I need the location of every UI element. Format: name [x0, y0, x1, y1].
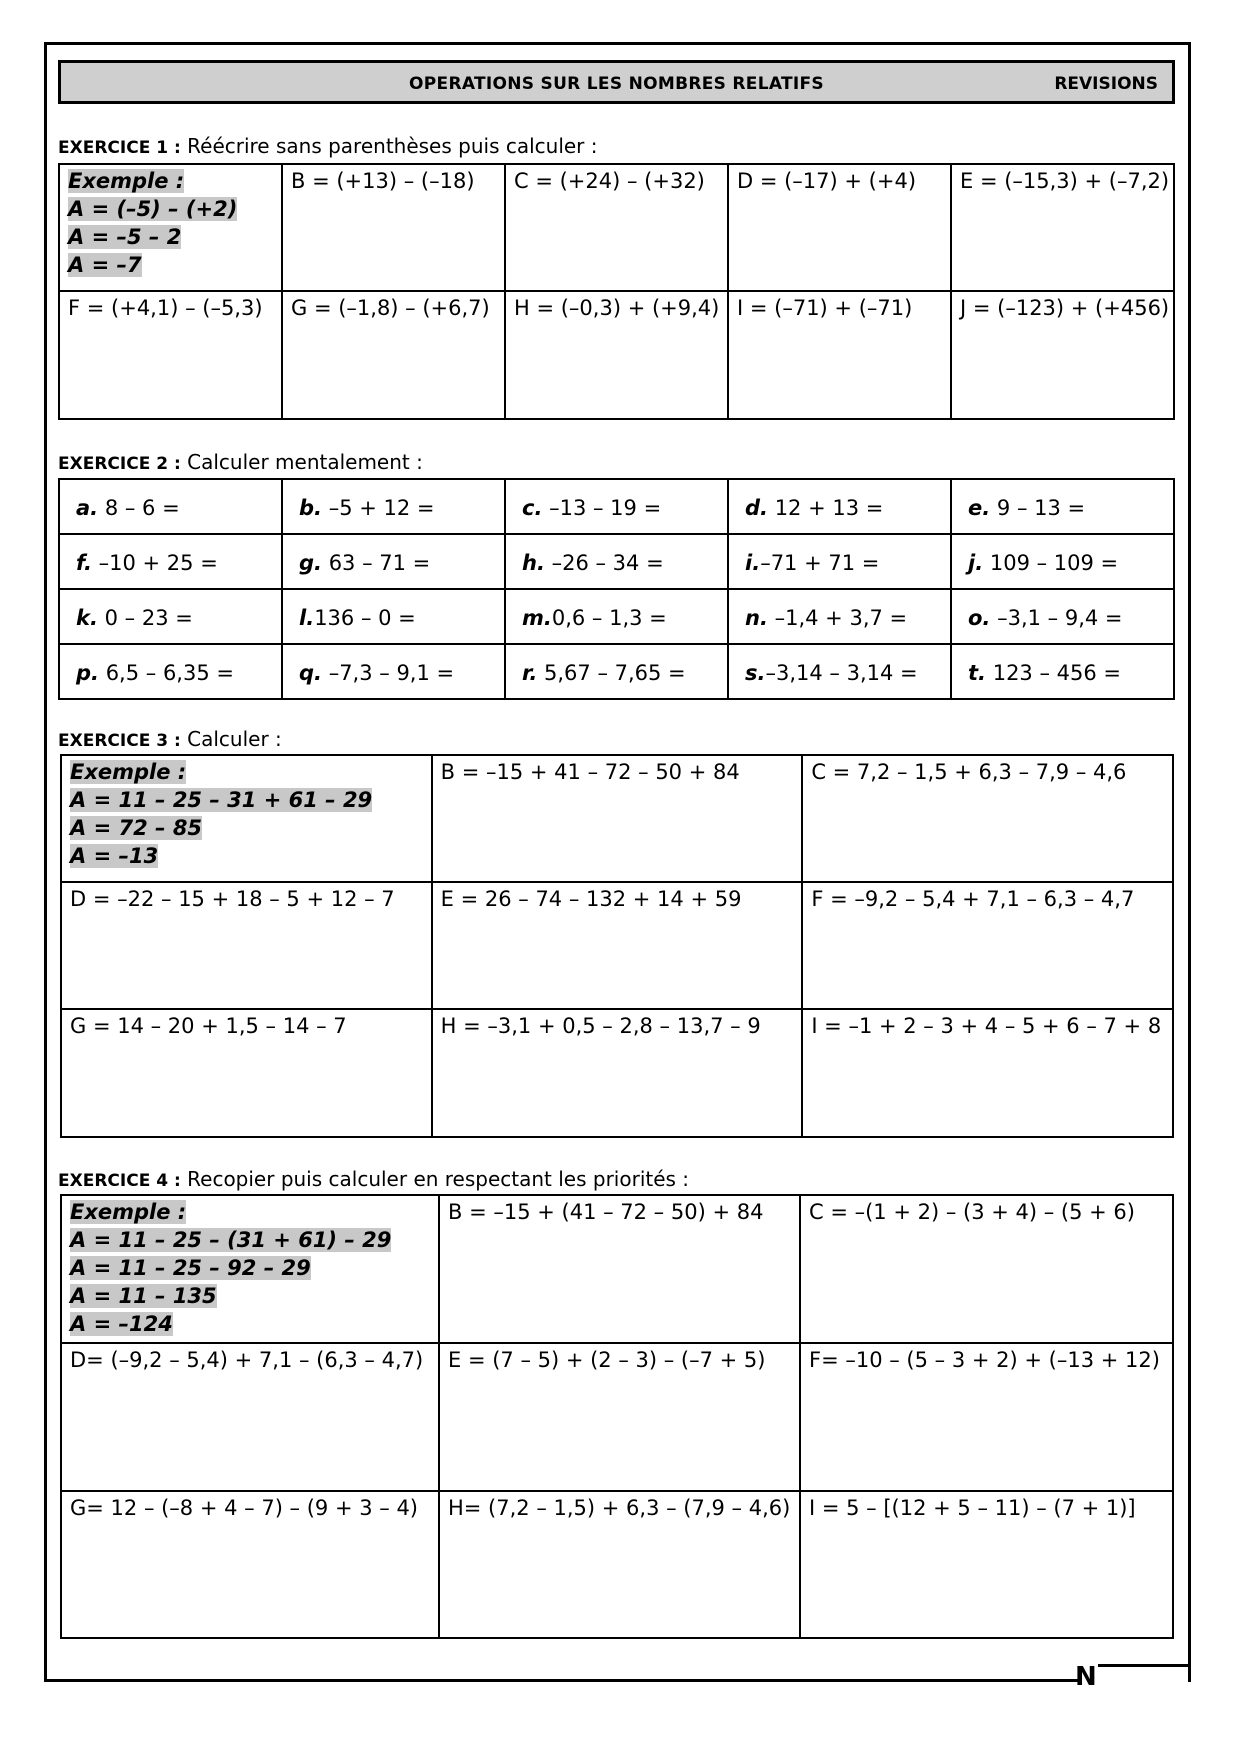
exercise-2-label: EXERCICE 2 :: [58, 454, 181, 474]
calc-cell: C = (+24) – (+32): [505, 164, 728, 291]
mental-cell: h. –26 – 34 =: [505, 534, 728, 589]
mental-cell: n. –1,4 + 3,7 =: [728, 589, 951, 644]
mental-cell: o. –3,1 – 9,4 =: [951, 589, 1174, 644]
example-line: Exemple :: [70, 760, 187, 784]
example-line: A = 11 – 25 – 92 – 29: [70, 1256, 311, 1280]
mental-cell: t. 123 – 456 =: [951, 644, 1174, 699]
calc-cell: D = –22 – 15 + 18 – 5 + 12 – 7: [61, 882, 432, 1009]
calc-cell: E = (–15,3) + (–7,2): [951, 164, 1174, 291]
calc-cell: H = (–0,3) + (+9,4): [505, 291, 728, 419]
exercise-2-instruction: Calculer mentalement :: [187, 450, 423, 474]
revision-tag: REVISIONS: [1054, 74, 1158, 94]
calc-cell: C = –(1 + 2) – (3 + 4) – (5 + 6): [800, 1195, 1173, 1343]
example-cell: [59, 164, 282, 291]
example-line: A = –124: [70, 1312, 173, 1336]
mental-cell: q. –7,3 – 9,1 =: [282, 644, 505, 699]
calc-cell: G = (–1,8) – (+6,7): [282, 291, 505, 419]
calc-cell: I = 5 – [(12 + 5 – 11) – (7 + 1)]: [800, 1491, 1173, 1638]
corner-mark: N: [1075, 1662, 1097, 1692]
calc-cell: F = (+4,1) – (–5,3): [59, 291, 282, 419]
exercise-1-instruction: Réécrire sans parenthèses puis calculer :: [187, 134, 598, 158]
bottom-rule: [44, 1679, 1080, 1682]
example-line: A = –13: [70, 844, 159, 868]
corner-rule: [1098, 1664, 1191, 1667]
mental-cell: a. 8 – 6 =: [59, 479, 282, 534]
exercise-3-label: EXERCICE 3 :: [58, 731, 181, 751]
calc-cell: E = 26 – 74 – 132 + 14 + 59: [432, 882, 803, 1009]
exercise-1-heading: [58, 134, 598, 160]
page-title: OPERATIONS SUR LES NOMBRES RELATIFS: [409, 74, 824, 94]
calc-cell: I = (–71) + (–71): [728, 291, 951, 419]
calc-cell: D= (–9,2 – 5,4) + 7,1 – (6,3 – 4,7): [61, 1343, 439, 1491]
calc-cell: C = 7,2 – 1,5 + 6,3 – 7,9 – 4,6: [802, 755, 1173, 882]
header-bar: [58, 60, 1175, 104]
mental-cell: l.136 – 0 =: [282, 589, 505, 644]
calc-cell: J = (–123) + (+456): [951, 291, 1174, 419]
exercise-2-heading: [58, 450, 423, 476]
calc-cell: G = 14 – 20 + 1,5 – 14 – 7: [61, 1009, 432, 1137]
example-line: A = 11 – 25 – 31 + 61 – 29: [70, 788, 373, 812]
calc-cell: H = –3,1 + 0,5 – 2,8 – 13,7 – 9: [432, 1009, 803, 1137]
exercise-3-table: [60, 754, 1174, 1138]
example-cell: [61, 755, 432, 882]
mental-cell: i.–71 + 71 =: [728, 534, 951, 589]
exercise-4-table: [60, 1194, 1174, 1639]
exercise-2-table: [58, 478, 1175, 700]
calc-cell: F= –10 – (5 – 3 + 2) + (–13 + 12): [800, 1343, 1173, 1491]
calc-cell: B = –15 + 41 – 72 – 50 + 84: [432, 755, 803, 882]
exercise-1-table: [58, 163, 1175, 420]
exercise-3-heading: [58, 727, 282, 753]
mental-cell: r. 5,67 – 7,65 =: [505, 644, 728, 699]
calc-cell: G= 12 – (–8 + 4 – 7) – (9 + 3 – 4): [61, 1491, 439, 1638]
exercise-3-instruction: Calculer :: [187, 727, 282, 751]
calc-cell: E = (7 – 5) + (2 – 3) – (–7 + 5): [439, 1343, 800, 1491]
calc-cell: H= (7,2 – 1,5) + 6,3 – (7,9 – 4,6): [439, 1491, 800, 1638]
mental-cell: k. 0 – 23 =: [59, 589, 282, 644]
example-line: A = –5 – 2: [68, 225, 182, 249]
example-line: A = 72 – 85: [70, 816, 203, 840]
calc-cell: D = (–17) + (+4): [728, 164, 951, 291]
mental-cell: e. 9 – 13 =: [951, 479, 1174, 534]
exercise-4-label: EXERCICE 4 :: [58, 1171, 181, 1191]
example-cell: [61, 1195, 439, 1343]
mental-cell: f. –10 + 25 =: [59, 534, 282, 589]
exercise-4-instruction: Recopier puis calculer en respectant les priorités :: [187, 1167, 690, 1191]
mental-cell: m.0,6 – 1,3 =: [505, 589, 728, 644]
exercise-1-label: EXERCICE 1 :: [58, 138, 181, 158]
mental-cell: s.–3,14 – 3,14 =: [728, 644, 951, 699]
calc-cell: F = –9,2 – 5,4 + 7,1 – 6,3 – 4,7: [802, 882, 1173, 1009]
mental-cell: c. –13 – 19 =: [505, 479, 728, 534]
calc-cell: B = (+13) – (–18): [282, 164, 505, 291]
mental-cell: j. 109 – 109 =: [951, 534, 1174, 589]
mental-cell: g. 63 – 71 =: [282, 534, 505, 589]
exercise-4-heading: [58, 1167, 689, 1193]
mental-cell: b. –5 + 12 =: [282, 479, 505, 534]
example-line: A = 11 – 135: [70, 1284, 217, 1308]
mental-cell: p. 6,5 – 6,35 =: [59, 644, 282, 699]
example-line: Exemple :: [68, 169, 185, 193]
calc-cell: I = –1 + 2 – 3 + 4 – 5 + 6 – 7 + 8: [802, 1009, 1173, 1137]
example-line: A = 11 – 25 – (31 + 61) – 29: [70, 1228, 392, 1252]
example-line: A = (–5) – (+2): [68, 197, 238, 221]
mental-cell: d. 12 + 13 =: [728, 479, 951, 534]
calc-cell: B = –15 + (41 – 72 – 50) + 84: [439, 1195, 800, 1343]
example-line: Exemple :: [70, 1200, 187, 1224]
example-line: A = –7: [68, 253, 142, 277]
